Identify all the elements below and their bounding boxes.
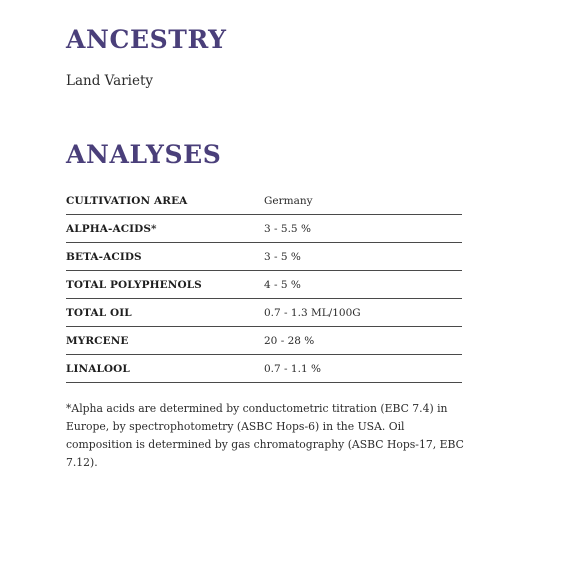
row-value: 3 - 5 % (264, 251, 301, 263)
row-label: CULTIVATION AREA (66, 195, 188, 207)
row-value: 0.7 - 1.1 % (264, 363, 321, 375)
row-value: 20 - 28 % (264, 335, 315, 347)
table-row (66, 299, 462, 327)
table-row (66, 215, 462, 243)
row-value: 0.7 - 1.3 ML/100G (264, 307, 361, 319)
footnote: *Alpha acids are determined by conductometric titration (EBC 7.4) in Europe, by spectrophotometry (ASBC Hops-6) in the USA. Oil composition is determined by gas chromatography (ASBC Hops-17, EBC 7.12). (66, 402, 464, 469)
table-row (66, 327, 462, 355)
row-value: 3 - 5.5 % (264, 223, 311, 235)
table-row (66, 271, 462, 299)
row-label: BETA-ACIDS (66, 251, 142, 263)
row-value: Germany (264, 195, 313, 207)
table-row (66, 355, 462, 383)
row-label: LINALOOL (66, 363, 130, 375)
row-label: ALPHA-ACIDS* (66, 223, 157, 235)
table-row (66, 187, 462, 215)
table-row (66, 243, 462, 271)
ancestry-value: Land Variety (66, 73, 154, 89)
row-value: 4 - 5 % (264, 279, 301, 291)
analyses-table (66, 187, 462, 383)
analyses-heading: ANALYSES (66, 140, 222, 169)
row-label: MYRCENE (66, 335, 129, 347)
row-label: TOTAL OIL (66, 307, 132, 319)
ancestry-heading: ANCESTRY (66, 25, 227, 54)
row-label: TOTAL POLYPHENOLS (66, 279, 202, 291)
